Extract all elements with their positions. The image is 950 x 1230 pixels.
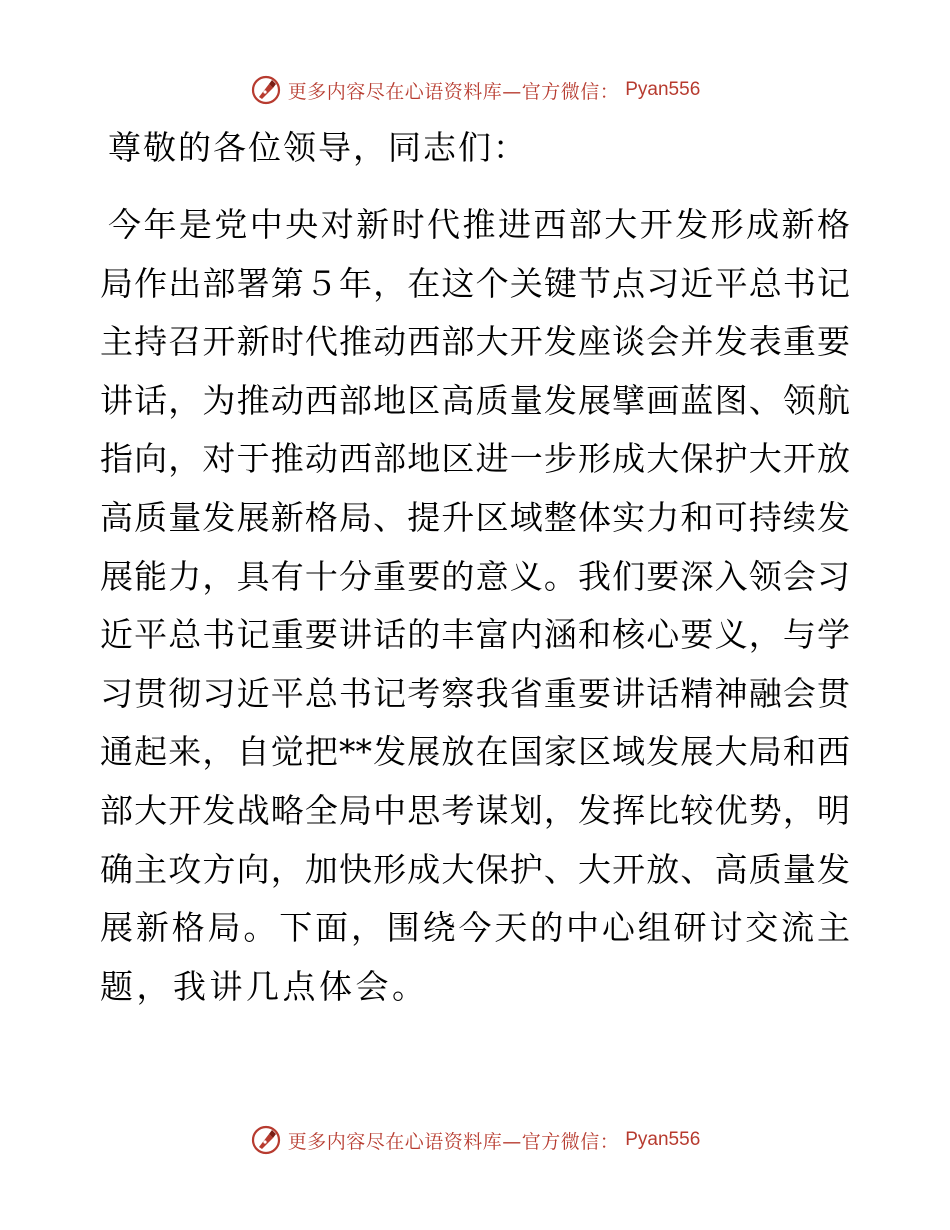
paragraph-line: 指向，对于推动西部地区进一步形成大保护大开放 [100,439,850,479]
paragraph-line: 部大开发战略全局中思考谋划，发挥比较优势，明 [100,790,850,830]
paragraph-line: 展新格局。下面，围绕今天的中心组研讨交流主 [100,908,850,948]
header-watermark [0,70,950,110]
paragraph-line: 题，我讲几点体会。 [100,966,429,1006]
watermark-text: 更多内容尽在心语资料库—官方微信： [287,80,620,103]
paragraph-line: 近平总书记重要讲话的丰富内涵和核心要义，与学 [100,615,850,655]
body-paragraph [100,196,850,1016]
greeting-line: 尊敬的各位领导，同志们： [108,128,528,167]
paragraph-line: 展能力，具有十分重要的意义。我们要深入领会习 [100,556,850,596]
paragraph-line: 局作出部署第５年，在这个关键节点习近平总书记 [100,263,850,303]
pen-nib-logo-icon [250,1124,282,1156]
pen-nib-logo-icon [250,74,282,106]
paragraph-line: 今年是党中央对新时代推进西部大开发形成新格 [108,205,850,244]
watermark-text: 更多内容尽在心语资料库—官方微信： [287,1130,620,1153]
paragraph-line: 主持召开新时代推动西部大开发座谈会并发表重要 [100,322,850,362]
paragraph-line: 讲话，为推动西部地区高质量发展擘画蓝图、领航 [100,380,850,420]
paragraph-line: 确主攻方向，加快形成大保护、大开放、高质量发 [100,849,850,889]
watermark-wechat-id: Pyan556 [625,79,701,100]
watermark-wechat-id: Pyan556 [625,1129,701,1150]
paragraph-line: 习贯彻习近平总书记考察我省重要讲话精神融会贯 [100,673,850,713]
paragraph-line: 高质量发展新格局、提升区域整体实力和可持续发 [100,497,850,537]
footer-watermark [0,1120,950,1160]
paragraph-line: 通起来，自觉把**发展放在国家区域发展大局和西 [100,732,850,772]
